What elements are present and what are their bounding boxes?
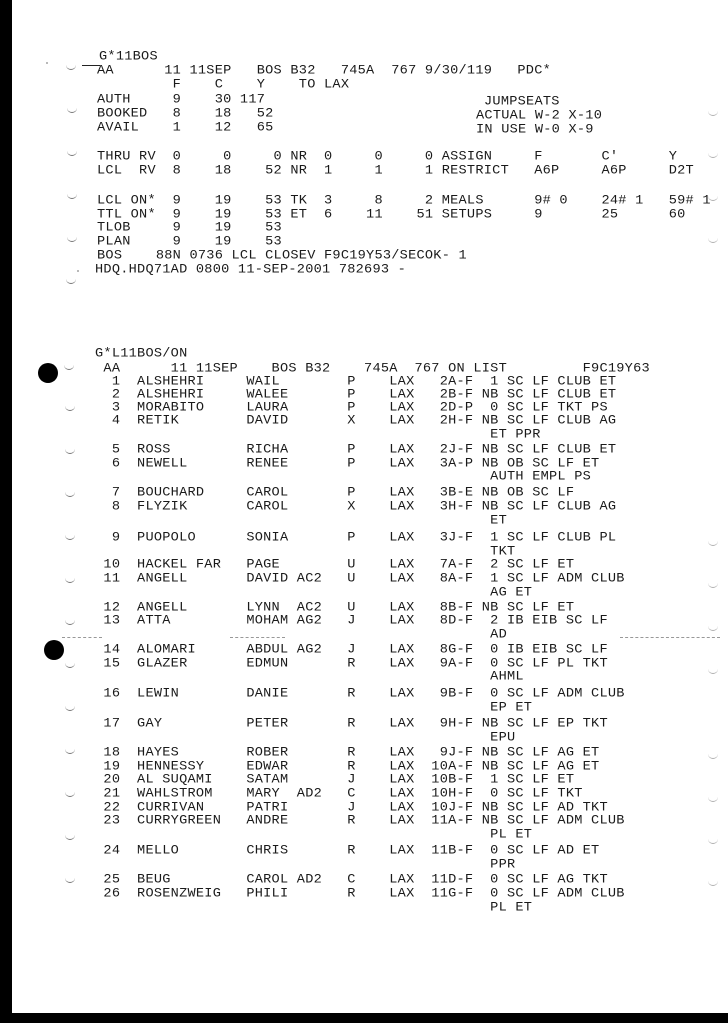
- command-line: G*11BOS: [99, 50, 158, 64]
- table-row: 5 ROSS RICHA P LAX 2J-F NB SC LF CLUB ET: [95, 443, 617, 457]
- feed-mark-icon: [708, 152, 718, 158]
- table-row: 21 WAHLSTROM MARY AD2 C LAX 10H-F 0 SC LF TKT: [95, 787, 583, 801]
- feed-mark-icon: [65, 791, 75, 797]
- table-row: 6 NEWELL RENEE P LAX 3A-P NB OB SC LF ET: [95, 457, 600, 471]
- table-row-continuation: EP ET: [95, 701, 533, 715]
- table-row: 10 HACKEL FAR PAGE U LAX 7A-F 2 SC LF ET: [95, 558, 575, 572]
- feed-mark-icon: [708, 582, 718, 588]
- table-row-continuation: ET PPR: [95, 428, 541, 442]
- feed-mark-icon: [67, 150, 77, 156]
- perforation-line: [620, 637, 720, 638]
- scan-speck: [77, 270, 79, 272]
- feed-mark-icon: [66, 278, 76, 284]
- closeout-line: BOS 88N 0736 LCL CLOSEV F9C19Y53/SECOK- 1: [97, 249, 467, 263]
- ttl-on-row: TTL ON* 9 19 53 ET 6 11 51 SETUPS 9 25 60: [97, 208, 686, 222]
- list-command-line: G*L11BOS/ON: [95, 347, 188, 361]
- jumpseats-actual: ACTUAL W-2 X-10: [476, 109, 603, 123]
- table-row: 20 AL SUQAMI SATAM J LAX 10B-F 1 SC LF ET: [95, 773, 575, 787]
- table-row: 13 ATTA MOHAM AG2 J LAX 8D-F 2 IB EIB SC LF: [95, 614, 608, 628]
- table-row: 15 GLAZER EDMUN R LAX 9A-F 0 SC LF PL TKT: [95, 657, 608, 671]
- table-row-continuation: AD: [95, 628, 507, 642]
- feed-mark-icon: [67, 107, 77, 113]
- table-row: 3 MORABITO LAURA P LAX 2D-P 0 SC LF TKT PS: [95, 401, 608, 415]
- table-row-continuation: PL ET: [95, 828, 533, 842]
- table-row: 7 BOUCHARD CAROL P LAX 3B-E NB OB SC LF: [95, 486, 575, 500]
- feed-mark-icon: [65, 877, 75, 883]
- table-row: 11 ANGELL DAVID AC2 U LAX 8A-F 1 SC LF ADM CLUB: [95, 572, 625, 586]
- feed-mark-icon: [65, 705, 75, 711]
- feed-mark-icon: [65, 448, 75, 454]
- feed-mark-icon: [65, 491, 75, 497]
- feed-mark-icon: [708, 237, 718, 243]
- feed-mark-icon: [65, 577, 75, 583]
- jumpseats-title: JUMPSEATS: [484, 95, 560, 109]
- plan-row: PLAN 9 19 53: [97, 235, 282, 249]
- table-row: 23 CURRYGREEN ANDRE R LAX 11A-F NB SC LF ADM CLUB: [95, 814, 625, 828]
- table-row: 24 MELLO CHRIS R LAX 11B-F 0 SC LF AD ET: [95, 844, 600, 858]
- feed-mark-icon: [66, 64, 76, 70]
- feed-mark-icon: [65, 834, 75, 840]
- booked-row: BOOKED 8 18 52: [97, 107, 274, 121]
- auth-row: AUTH 9 30 117: [97, 93, 266, 107]
- table-row: 25 BEUG CAROL AD2 C LAX 11D-F 0 SC LF AG TKT: [95, 873, 608, 887]
- thru-rv-row: THRU RV 0 0 0 NR 0 0 0 ASSIGN F C' Y: [97, 150, 678, 164]
- flight-header: AA 11 11SEP BOS B32 745A 767 9/30/119 PDC*: [97, 64, 552, 78]
- punch-hole-icon: [44, 640, 64, 660]
- table-row-continuation: ET: [95, 514, 507, 528]
- feed-mark-icon: [65, 748, 75, 754]
- table-row-continuation: EPU: [95, 731, 516, 745]
- feed-mark-icon: [67, 193, 77, 199]
- table-row-continuation: AHML: [95, 670, 524, 684]
- lcl-on-row: LCL ON* 9 19 53 TK 3 8 2 MEALS 9# 0 24# 1 59# 1: [97, 194, 711, 208]
- table-row: 12 ANGELL LYNN AC2 U LAX 8B-F NB SC LF ET: [95, 601, 575, 615]
- table-row: 4 RETIK DAVID X LAX 2H-F NB SC LF CLUB AG: [95, 414, 617, 428]
- avail-row: AVAIL 1 12 65: [97, 121, 274, 135]
- feed-mark-icon: [708, 796, 718, 802]
- feed-mark-icon: [64, 364, 74, 370]
- table-row: 19 HENNESSY EDWAR R LAX 10A-F NB SC LF AG ET: [95, 760, 600, 774]
- list-header: AA 11 11SEP BOS B32 745A 767 ON LIST F9C19Y63: [95, 362, 650, 376]
- feed-mark-icon: [708, 540, 718, 546]
- table-row: 8 FLYZIK CAROL X LAX 3H-F NB SC LF CLUB AG: [95, 500, 617, 514]
- table-row: 1 ALSHEHRI WAIL P LAX 2A-F 1 SC LF CLUB ET: [95, 375, 617, 389]
- jumpseats-in-use: IN USE W-0 X-9: [476, 123, 594, 137]
- table-row: 2 ALSHEHRI WALEE P LAX 2B-F NB SC LF CLUB ET: [95, 388, 617, 402]
- table-row: 14 ALOMARI ABDUL AG2 J LAX 8G-F 0 IB EIB SC LF: [95, 643, 608, 657]
- table-row: 9 PUOPOLO SONIA P LAX 3J-F 1 SC LF CLUB PL: [95, 531, 617, 545]
- feed-mark-icon: [67, 236, 77, 242]
- feed-mark-icon: [708, 880, 718, 886]
- table-row: 26 ROSENZWEIG PHILI R LAX 11G-F 0 SC LF ADM CLUB: [95, 887, 625, 901]
- table-row-continuation: AG ET: [95, 586, 533, 600]
- feed-mark-icon: [65, 534, 75, 540]
- table-row: 22 CURRIVAN PATRI J LAX 10J-F NB SC LF AD TKT: [95, 801, 608, 815]
- table-row-continuation: PPR: [95, 858, 516, 872]
- feed-mark-icon: [708, 668, 718, 674]
- table-row: 18 HAYES ROBER R LAX 9J-F NB SC LF AG ET: [95, 746, 600, 760]
- scan-speck: [46, 62, 48, 64]
- table-row-continuation: PL ET: [95, 901, 533, 915]
- punch-hole-icon: [38, 363, 58, 383]
- feed-mark-icon: [708, 753, 718, 759]
- scan-edge-left: [0, 0, 12, 1023]
- table-row-continuation: AUTH EMPL PS: [95, 470, 592, 484]
- feed-mark-icon: [65, 619, 75, 625]
- feed-mark-icon: [65, 662, 75, 668]
- feed-mark-icon: [708, 838, 718, 844]
- lcl-rv-row: LCL RV 8 18 52 NR 1 1 1 RESTRICT A6P A6P D2T: [97, 164, 694, 178]
- table-row: 16 LEWIN DANIE R LAX 9B-F 0 SC LF ADM CLUB: [95, 687, 625, 701]
- tlob-row: TLOB 9 19 53: [97, 221, 282, 235]
- table-row: 17 GAY PETER R LAX 9H-F NB SC LF EP TKT: [95, 717, 608, 731]
- table-row-continuation: TKT: [95, 545, 516, 559]
- hdq-timestamp-line: HDQ.HDQ71AD 0800 11-SEP-2001 782693 -: [95, 263, 407, 277]
- class-header: F C Y TO LAX: [97, 78, 350, 92]
- scan-edge-bottom: [0, 1013, 728, 1023]
- feed-mark-icon: [708, 625, 718, 631]
- feed-mark-icon: [708, 110, 718, 116]
- feed-mark-icon: [65, 405, 75, 411]
